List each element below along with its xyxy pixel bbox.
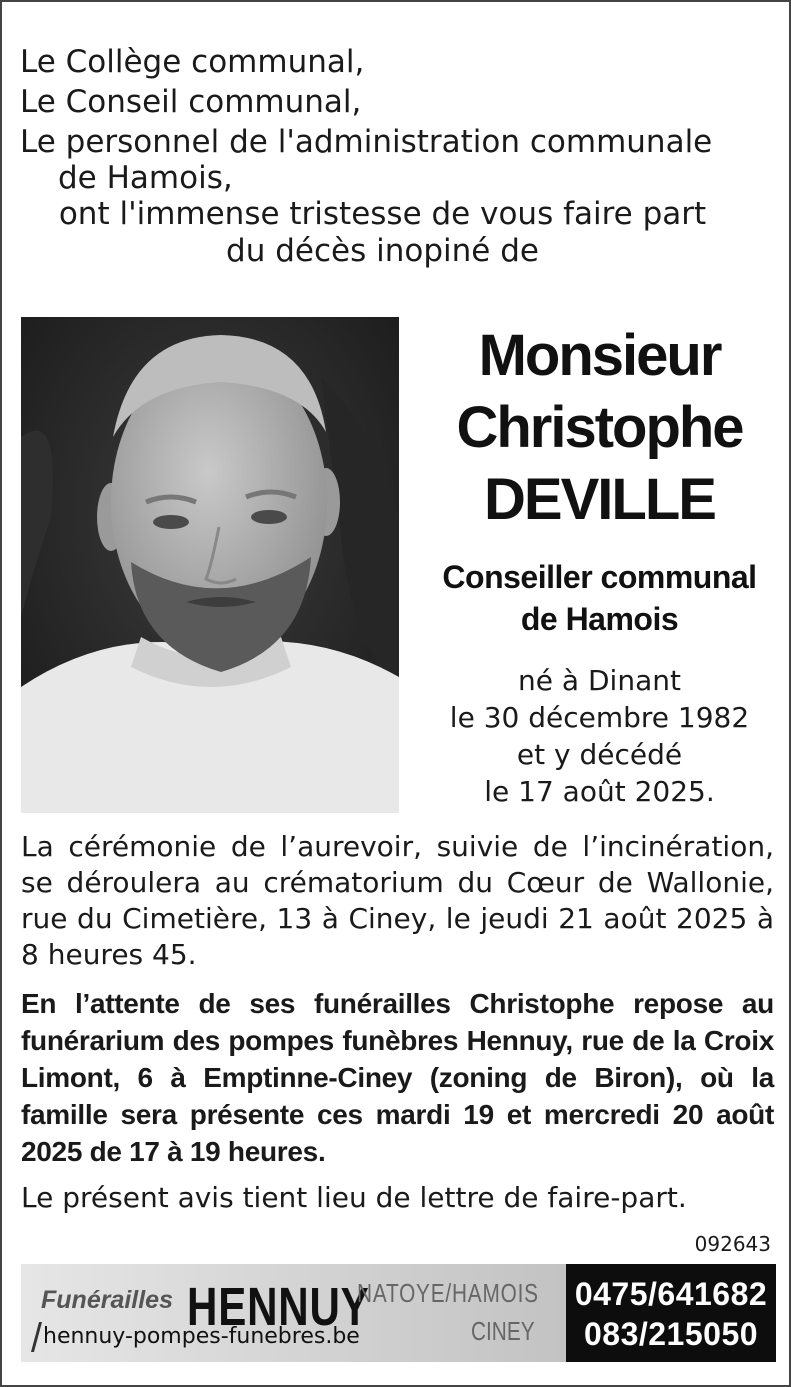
notice-paragraph: Le présent avis tient lieu de lettre de faire-part. — [21, 1181, 687, 1214]
brand-logo: HENNUY — [187, 1277, 370, 1337]
phone-number[interactable]: 0475/641682 — [574, 1276, 768, 1312]
birth-place: né à Dinant — [518, 664, 681, 697]
intro-line: Le Collège communal, — [20, 44, 365, 80]
website-link[interactable]: hennuy-pompes-funebres.be — [43, 1324, 360, 1349]
deceased-first-name: Christophe — [456, 395, 743, 460]
role-line: Conseiller communal — [442, 559, 757, 595]
intro-text — [20, 42, 745, 268]
reference-number: 092643 — [694, 1232, 771, 1256]
funerailles-label: Funérailles — [41, 1286, 173, 1314]
deceased-title: Monsieur — [478, 323, 721, 388]
intro-line: Le personnel de l'administration communale — [20, 124, 713, 160]
phone-box — [566, 1264, 776, 1362]
slash-decoration — [31, 1322, 42, 1352]
intro-line: du décès inopiné de — [226, 233, 539, 269]
phone-number[interactable]: 083/215050 — [583, 1316, 759, 1352]
deceased-block — [422, 320, 777, 810]
town-label: CINEY — [471, 1316, 535, 1346]
role-line: de Hamois — [520, 601, 679, 637]
death-place: et y décédé — [516, 738, 683, 771]
intro-line: de Hamois, — [58, 160, 233, 196]
life-dates — [422, 662, 777, 810]
deceased-last-name: DEVILLE — [484, 467, 715, 532]
towns-label: NATOYE/HAMOIS — [357, 1278, 539, 1308]
portrait-image — [21, 317, 399, 813]
ceremony-paragraph: La cérémonie de l’aurevoir, suivie de l’incinération, se déroulera au crématorium du Cœur de Wallonie, rue du Cimetière, 13 à Ciney, le jeudi 21 août 2025 à 8 heures 45. — [21, 830, 774, 971]
birth-date: le 30 décembre 1982 — [449, 701, 750, 734]
intro-line: ont l'immense tristesse de vous faire part — [58, 196, 707, 232]
funeral-home-banner — [21, 1264, 776, 1362]
viewing-paragraph: En l’attente de ses funérailles Christophe repose au funérarium des pompes funèbres Hennuy, rue de la Croix Limont, 6 à Emptinne-Ciney (zoning de Biron), où la famille sera présente ces mardi 19 et mercredi 20 août 2025 de 17 à 19 heures. — [21, 988, 774, 1167]
deceased-role — [422, 556, 777, 640]
intro-line: Le Conseil communal, — [20, 84, 362, 120]
death-date: le 17 août 2025. — [484, 775, 715, 808]
portrait-photo — [21, 317, 399, 813]
